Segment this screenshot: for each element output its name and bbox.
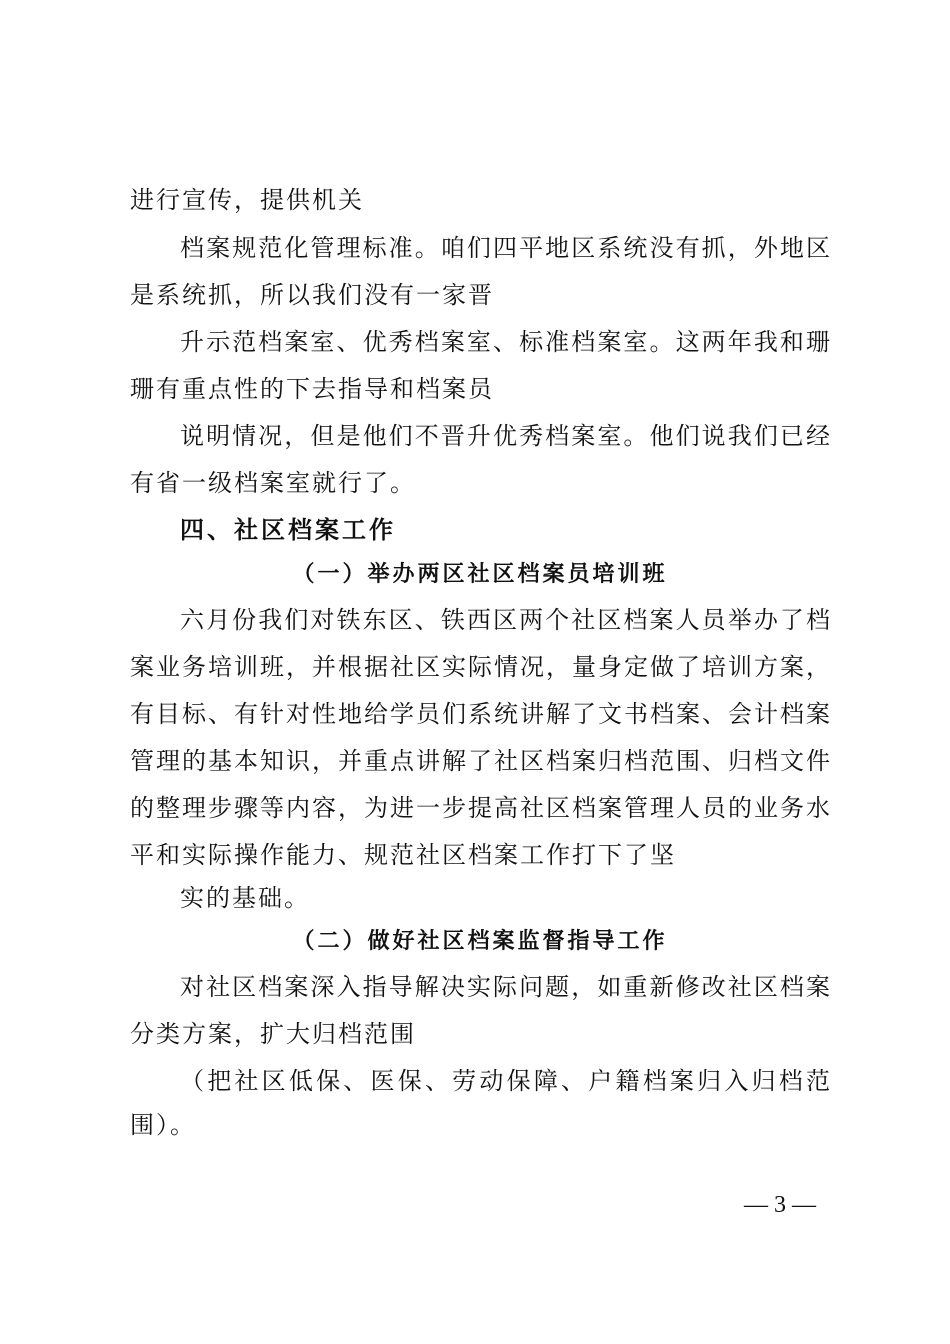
body-text-line: 六月份我们对铁东区、铁西区两个社区档案人员举办了档 [180, 606, 830, 634]
body-text-line: 分类方案，扩大归档范围 [130, 1020, 416, 1048]
body-text-line: 案业务培训班，并根据社区实际情况，量身定做了培训方案， [130, 653, 830, 681]
body-text-line: （把社区低保、医保、劳动保障、户籍档案归入归档范 [180, 1067, 830, 1095]
body-text-line: 实的基础。 [180, 884, 310, 912]
body-text-line: 有省一级档案室就行了。 [130, 469, 416, 497]
subsection-heading: （一）举办两区社区档案员培训班 [292, 561, 668, 587]
body-text-line: 是系统抓，所以我们没有一家晋 [130, 281, 494, 309]
body-text-line: 围）。 [130, 1111, 196, 1139]
body-text-line: 平和实际操作能力、规范社区档案工作打下了坚 [130, 841, 676, 869]
body-text-line: 有目标、有针对性地给学员们系统讲解了文书档案、会计档案 [130, 700, 830, 728]
section-heading: 四、社区档案工作 [180, 515, 396, 544]
body-text-line: 说明情况，但是他们不晋升优秀档案室。他们说我们已经 [180, 422, 830, 450]
body-text-line: 进行宣传，提供机关 [130, 186, 364, 214]
subsection-heading: （二）做好社区档案监督指导工作 [292, 928, 668, 954]
body-text-line: 的整理步骤等内容，为进一步提高社区档案管理人员的业务水 [130, 794, 830, 822]
body-text-line: 对社区档案深入指导解决实际问题，如重新修改社区档案 [180, 973, 830, 1001]
body-text-line: 管理的基本知识，并重点讲解了社区档案归档范围、归档文件 [130, 747, 830, 775]
body-text-line: 升示范档案室、优秀档案室、标准档案室。这两年我和珊 [180, 328, 830, 356]
page-number: — 3 — [744, 1192, 816, 1218]
body-text-line: 珊有重点性的下去指导和档案员 [130, 375, 494, 403]
body-text-line: 档案规范化管理标准。咱们四平地区系统没有抓，外地区 [180, 234, 830, 262]
